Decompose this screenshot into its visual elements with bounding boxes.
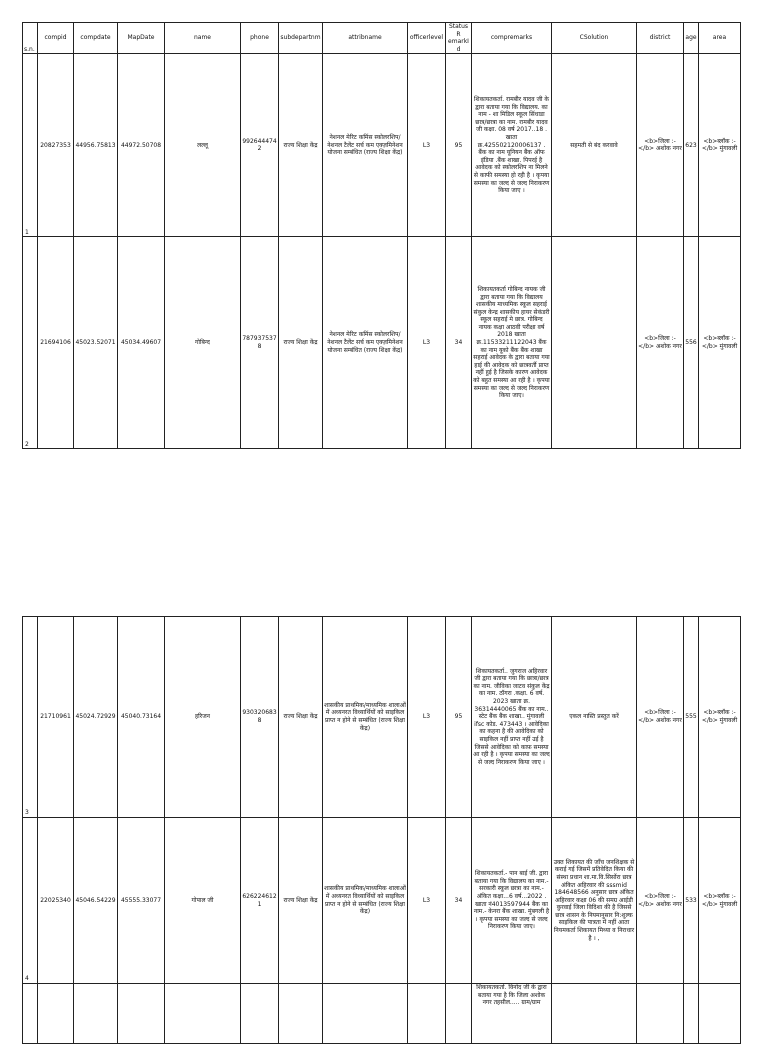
- cell-statusremarkid: [446, 984, 472, 1044]
- cell-sn: 1: [23, 54, 38, 237]
- cell-phone: 930320683 8: [241, 617, 279, 818]
- cell-csolution: सहमती से बंद करवावे: [552, 54, 637, 237]
- cell-sn: 2: [23, 237, 38, 449]
- cell-compremarks: शिकायतकर्ता.. जुगराज अहिरवार जी द्वारा बताया गया कि छात्रा/छात्र का नाम. जीविका जाटव संकुल केंद्र का नाम. ठॉगरा .कक्षा. 6 वर्ष. 2023 खाता क्र. 36314440065 बैंक का नाम.. स्टेट बैंक बैंक शाखा.. मुंगावली ifsc कोड. 473443 । आवेदिका का कहना है की आवेदिका को साइकिल नहीं प्राप्त नहीं उई है जिससे आवेदिका को काफ़ समस्या आ रही है । कृपया समस्या का जल्द से जल्द निराकरण किया जाए ।: [472, 617, 552, 818]
- cell-area: <b>ब्लॉक :- </b> मुंगावली: [699, 54, 741, 237]
- cell-compremarks: शिकायतकर्ता. विनोद जी के द्वारा बताया गया है कि जिला अशोक नगर तहसील..... ग्राम/ग्राम: [472, 984, 552, 1044]
- col-header-mapdate: MapDate: [118, 23, 165, 54]
- table-row: [23, 54, 741, 237]
- table-header-row: [23, 23, 741, 54]
- col-header-name: name: [165, 23, 241, 54]
- cell-age: 555: [684, 617, 699, 818]
- cell-csolution: [552, 237, 637, 449]
- complaints-table-page-1: [22, 22, 741, 449]
- col-header-district: district: [637, 23, 684, 54]
- cell-phone: 787937537 8: [241, 237, 279, 449]
- cell-mapdate: [118, 984, 165, 1044]
- cell-officerlevel: L3: [408, 237, 446, 449]
- cell-subdepartnm: [279, 984, 323, 1044]
- cell-sn: 3: [23, 617, 38, 818]
- cell-area: [699, 984, 741, 1044]
- cell-statusremarkid: 34: [446, 237, 472, 449]
- cell-subdepartnm: राज्य शिक्षा केंद्र: [279, 818, 323, 984]
- cell-district: <b>जिला :- </b> अशोक नगर: [637, 818, 684, 984]
- cell-compdate: 45024.72929: [74, 617, 118, 818]
- cell-age: [684, 984, 699, 1044]
- cell-attribname: शासकीय प्राथमिक/माध्यमिक शालाओं में अध्यनरत विध्यार्थियों को साइकिल प्राप्त न होने से सम्बंधित (राज्य शिक्षा केंद्र): [323, 818, 408, 984]
- cell-compid: [38, 984, 74, 1044]
- cell-name: [165, 984, 241, 1044]
- cell-compid: 21694106: [38, 237, 74, 449]
- cell-mapdate: 45040.73164: [118, 617, 165, 818]
- col-header-compid: compid: [38, 23, 74, 54]
- complaints-table-page-2: [22, 616, 741, 1044]
- cell-age: 556: [684, 237, 699, 449]
- table-row: [23, 818, 741, 984]
- col-header-compdate: compdate: [74, 23, 118, 54]
- cell-district: <b>जिला :- </b> अशोक नगर: [637, 237, 684, 449]
- cell-compid: 22025340: [38, 818, 74, 984]
- cell-mapdate: 45555.33077: [118, 818, 165, 984]
- table-row: [23, 237, 741, 449]
- cell-name: हरिजन: [165, 617, 241, 818]
- col-header-phone: phone: [241, 23, 279, 54]
- cell-subdepartnm: राज्य शिक्षा केंद्र: [279, 617, 323, 818]
- cell-attribname: नेशनल मेरिट कमिंस स्कोलरशिप/ नेशनल टैलेंट सर्च कम एक्ज़मिनेशन योजना सम्बंधित (राज्य शिक्षा केंद्र): [323, 237, 408, 449]
- cell-area: <b>ब्लॉक :- </b> मुंगावली: [699, 237, 741, 449]
- cell-phone: 992644474 2: [241, 54, 279, 237]
- cell-name: लल्लू: [165, 54, 241, 237]
- cell-subdepartnm: राज्य शिक्षा केंद्र: [279, 237, 323, 449]
- cell-name: गोपाल जी: [165, 818, 241, 984]
- col-header-officerlevel: officerlevel: [408, 23, 446, 54]
- cell-district: <b>जिला :- </b> अशोक नगर: [637, 617, 684, 818]
- cell-mapdate: 44972.50708: [118, 54, 165, 237]
- cell-area: <b>ब्लॉक :- </b> मुंगावली: [699, 617, 741, 818]
- col-header-sn: s.n.: [23, 23, 38, 54]
- cell-officerlevel: [408, 984, 446, 1044]
- cell-officerlevel: L3: [408, 617, 446, 818]
- cell-compremarks: शिकायतकर्ता. रामबीर यादव जी के द्वारा बताया गया कि विद्यालय. का नाम - शा मिडिल स्कूल सिंधाडा छात्र/छात्रा का नाम. रामबीर यादव जी कक्षा. 08 वर्ष 2017..18 . खाता क्र.425502120006137 . बैंक का नाम यूनियन बैंक ऑफ इंडिया .बैंक शाखा. पिपरई है आवेदक को स्कोलरशिप ना मिलने से काफी समस्या हो रही है । कृपया समस्या का जल्द से जल्द निराकरण किया जाए ।: [472, 54, 552, 237]
- cell-subdepartnm: राज्य शिक्षा केंद्र: [279, 54, 323, 237]
- cell-attribname: नेशनल मेरिट कमिंस स्कोलरशिप/ नेशनल टैलेंट सर्च कम एक्ज़मिनेशन योजना सम्बंधित (राज्य शिक्षा केंद्र): [323, 54, 408, 237]
- table-row: [23, 617, 741, 818]
- cell-district: <b>जिला :- </b> अशोक नगर: [637, 54, 684, 237]
- col-header-age: age: [684, 23, 699, 54]
- cell-district: [637, 984, 684, 1044]
- cell-attribname: [323, 984, 408, 1044]
- cell-officerlevel: L3: [408, 818, 446, 984]
- cell-csolution: उक्त शिकायत की जाँच जनशिक्षक से कराई गई जिसमें प्रतिवेदित किया की संस्था प्रधान शा.मा.वि.सिर्सोरा छात्र अंकित अहिरवार की sssmid 184648566 अनुसार छात्र अंकित अहिरवार कक्षा 06 की समग्र आईडी कुरवाई जिला विदिशा की है जिससे छात्र शासन के नियमानुसार नि:शुल्क साइकिल की पात्रता में नहीं आता नियमकर्ता शिकायत मिथ्या व निराधार है । ,: [552, 818, 637, 984]
- cell-compdate: 45023.52071: [74, 237, 118, 449]
- cell-compdate: 44956.75813: [74, 54, 118, 237]
- col-header-area: area: [699, 23, 741, 54]
- cell-age: 533: [684, 818, 699, 984]
- cell-name: गोबिन्द: [165, 237, 241, 449]
- cell-statusremarkid: 34: [446, 818, 472, 984]
- table-row: [23, 984, 741, 1044]
- col-header-compremarks: compremarks: [472, 23, 552, 54]
- cell-attribname: शासकीय प्राथमिक/माध्यमिक शालाओं में अध्यनरत विध्यार्थियों को साइकिल प्राप्त न होने से सम्बंधित (राज्य शिक्षा केंद्र): [323, 617, 408, 818]
- cell-csolution: एकल नास्ति प्रस्तुत करें: [552, 617, 637, 818]
- col-header-subdepartnm: subdepartnm: [279, 23, 323, 54]
- cell-sn: [23, 984, 38, 1044]
- cell-statusremarkid: 95: [446, 617, 472, 818]
- cell-compid: 21710961: [38, 617, 74, 818]
- cell-area: <b>ब्लॉक :- </b> मुंगावली: [699, 818, 741, 984]
- cell-sn: 4: [23, 818, 38, 984]
- cell-compdate: [74, 984, 118, 1044]
- cell-mapdate: 45034.49607: [118, 237, 165, 449]
- col-header-statusremarkid: StatusR emarkId: [446, 23, 472, 54]
- col-header-attribname: attribname: [323, 23, 408, 54]
- cell-statusremarkid: 95: [446, 54, 472, 237]
- cell-age: 623: [684, 54, 699, 237]
- cell-compremarks: शिकायतकर्ता.- पान बाई जी. द्वारा बताया गया कि विद्यालय का नाम.- सरकारी स्कूल छात्रा का नाम.- अंकित कक्षा...6 वर्ष...2022 . खाता नं4013597944 बैंक का नाम.- केनरा बैंक शाखा. मुंबगली है । कृपया समस्या का जल्द से जल्द निराकरण किया जाए।: [472, 818, 552, 984]
- cell-compdate: 45046.54229: [74, 818, 118, 984]
- cell-compremarks: शिकायतकर्ता गोबिन्द नायक जी द्वारा बताया गया कि विद्यालय शासकीय माध्यमिक स्कूल सहराई संकुल केन्द्र शासकीय हायर सेकंडरी स्कूल सहराई मे छात्र. गोबिन्द नायक कक्षा आठवी परीक्षा वर्ष 2018 खाता क्र.11533211122043 बैंक का नाम यूको बैंक बैंक शाखा सहराई आवेदक के द्वारा बताया गया हाई की आवेदक को छात्रवर्ती प्राप्त नहीं हुई है जिसके कारण आवेदक को बहुत समस्या आ रही है । कृपया समस्या का जल्द से जल्द निराकरण किया जाए।: [472, 237, 552, 449]
- cell-officerlevel: L3: [408, 54, 446, 237]
- cell-phone: 626224612 1: [241, 818, 279, 984]
- cell-compid: 20827353: [38, 54, 74, 237]
- cell-phone: [241, 984, 279, 1044]
- col-header-csolution: CSolution: [552, 23, 637, 54]
- cell-csolution: [552, 984, 637, 1044]
